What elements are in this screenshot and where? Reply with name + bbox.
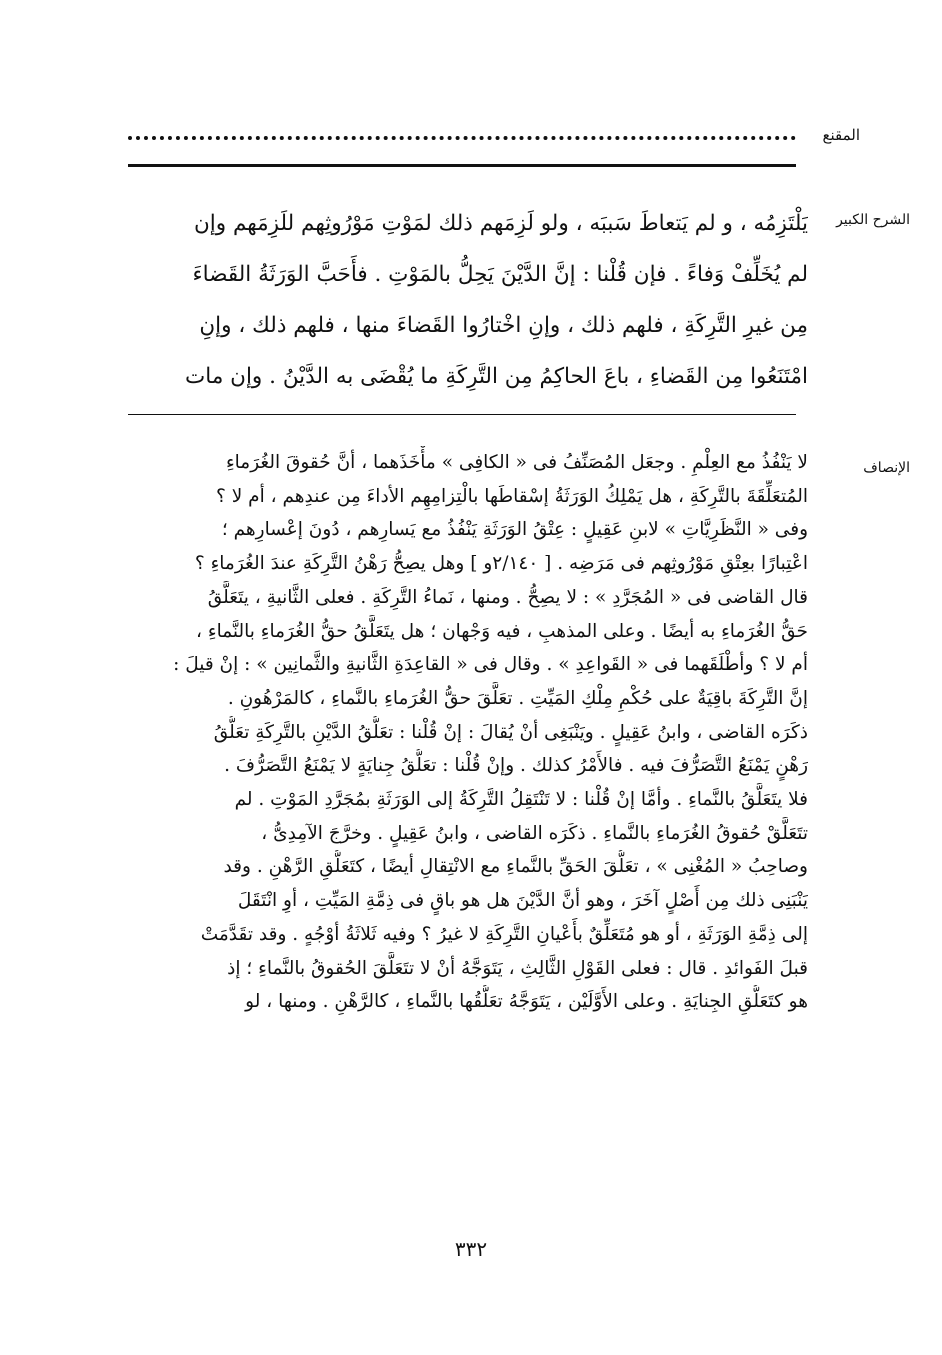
header-rule xyxy=(128,164,796,167)
insaf-text-block xyxy=(128,446,808,1019)
section-divider xyxy=(128,414,796,415)
running-title: المقنع xyxy=(822,126,860,144)
insaf-line: اعْتِبارًا بعِتْقِ مَوْرُوثِهم فى مَرَضِه . [ ٢/١٤٠و ] وهل يصِحُّ رَهْنُ التَّرِكَةِ عندَ الغُرَماءِ ؟ xyxy=(194,553,808,575)
sharh-line: امْتَنَعُوا مِن القَضاءِ ، باعَ الحاكِمُ مِن التَّرِكَةِ ما يُقْضَى به الدَّيْنُ . وإن مات xyxy=(185,364,808,389)
insaf-line: قال القاضى فى « المُجَرَّدِ » : لا يصِحُّ . ومنها ، نَماءُ التَّرِكَةِ . فعلى الثَّانيةِ ، يتَعَلَّقُ xyxy=(207,586,808,608)
sharh-text-block xyxy=(128,198,808,402)
sharh-line: لم يُخَلِّفْ وَفاءً . فإن قُلْنا : إنَّ الدَّيْنَ يَحِلُّ بالمَوْتِ . فأَحَبَّ الوَرَثَةُ القَضاءَ xyxy=(192,262,808,287)
section-label-insaf: الإنصاف xyxy=(863,460,910,476)
header-dotted-rule xyxy=(128,136,796,140)
page-number: ٣٣٢ xyxy=(454,1237,488,1261)
insaf-line: ذكَرَه القاضى ، وابنُ عَقِيلٍ . ويَنْبَغِى أنْ يُقالَ : إنْ قُلْنا : تعَلُّقُ الدَّيْنِ بالتَّرِكَةِ تعَلُّقُ xyxy=(213,721,808,743)
insaf-line: المُتعَلِّقَةَ بالتَّرِكَةِ ، هل يَمْلِكُ الوَرَثَةُ إسْقاطَها بالْتِزامِهِم الأداءَ مِن عندِهم ، أم لا ؟ xyxy=(216,485,808,507)
insaf-line: لا يَنْفُذُ مع العِلْمِ . وجعَل المُصَنِّفُ فى « الكافِى » مأْخَذَهما ، أنَّ حُقوقَ الغُرَماءِ xyxy=(225,452,808,473)
insaf-line: إلى ذِمَّةِ الوَرَثَةِ ، أو هو مُتَعَلِّقٌ بأَعْيانِ التَّرِكَةِ لا غيرُ ؟ وفيه ثَلاثَةُ أوْجُهٍ . وقد تقَدَّمَتْ xyxy=(200,923,808,945)
insaf-line: رَهْنٍ يَمْنَعُ التَّصَرُّفَ فيه . فالأَمْرُ كذلك . وإنْ قُلْنا : تعَلُّقُ جِنايَةٍ لا يَمْنَعُ التَّصَرُّفَ . xyxy=(224,755,808,777)
sharh-line: يَلْتَزِمُه ، و لم يَتعاطَ سَببَه ، ولو لَزِمَهم ذلك لمَوْتِ مَوْرُوثِهم للَزِمَهم وإن xyxy=(193,211,808,236)
insaf-line: فلا يتَعَلَّقُ بالنَّماءِ . وأمَّا إنْ قُلْنا : لا تَنْتَقِلُ التَّرِكَةُ إلى الوَرَثَةِ بمُجَرَّدِ المَوْتِ . لم xyxy=(234,789,808,811)
insaf-line: حَقُّ الغُرَماءِ به أيضًا . وعلى المذهبِ ، فيه وَجْهان ؛ هل يتَعَلَّقُ حقُّ الغُرَماءِ بالنَّماءِ ، xyxy=(196,620,808,642)
insaf-line: إنَّ التَّرِكَةَ باقِيَةٌ على حُكْمِ مِلْكِ المَيِّتِ . تعَلَّقَ حقُّ الغُرَماءِ بالنَّماءِ ، كالمَرْهُونِ . xyxy=(227,687,808,709)
insaf-line: وصاحِبُ « المُغْنِى » ، تعَلُّقَ الحَقِّ بالنَّماءِ مع الانْتِقالِ أيضًا ، كتَعَلُّقِ الرَّهْنِ . وقد xyxy=(223,856,808,878)
sharh-line: مِن غيرِ التَّرِكَةِ ، فلهم ذلك ، وإنِ اخْتارُوا القَضاءَ منها ، فلهم ذلك ، وإنِ xyxy=(199,313,808,338)
insaf-line: أم لا ؟ وأطْلَقَهما فى « القَواعِدِ » . وقال فى « القاعِدَةِ الثَّانيةِ والثَّمانِين » : إنْ قيلَ : xyxy=(173,654,808,676)
insaf-line: يَنْبَنِى ذلك مِن أَصْلٍ آخَرَ ، وهو أنَّ الدَّيْنَ هل هو باقٍ فى ذِمَّةِ المَيِّتِ ، أوِ انْتَقَلَ xyxy=(237,890,808,912)
section-label-sharh: الشرح الكبير xyxy=(836,212,910,228)
insaf-line: تتَعَلَّقْ حُقوقُ الغُرَماءِ بالنَّماءِ . ذكَرَه القاضى ، وابنُ عَقِيلٍ . وخرَّجَ الآمِدِىُّ ، xyxy=(261,822,808,844)
insaf-line: قبلَ الفَوائدِ . قال : فعلى القَوْلِ الثَّالِثِ ، يَتَوَجَّهُ أنْ لا تتَعَلَّقَ الحُقوقُ بالنَّماءِ ؛ إذ xyxy=(227,957,808,979)
insaf-line: وفى « النَّظَرِيَّاتِ » لابنِ عَقِيلٍ : عِتْقُ الوَرَثَةِ يَنْفُذُ مع يَسارِهم ، دُونَ إعْسارِهم ؛ xyxy=(221,519,808,541)
insaf-line: هو كتَعَلُّقِ الجِنايَةِ . وعلى الأَوَّلَيْن ، يَتَوَجَّهُ تعَلُّقُها بالنَّماءِ ، كالرَّهْنِ . ومنها ، لو xyxy=(245,991,808,1013)
